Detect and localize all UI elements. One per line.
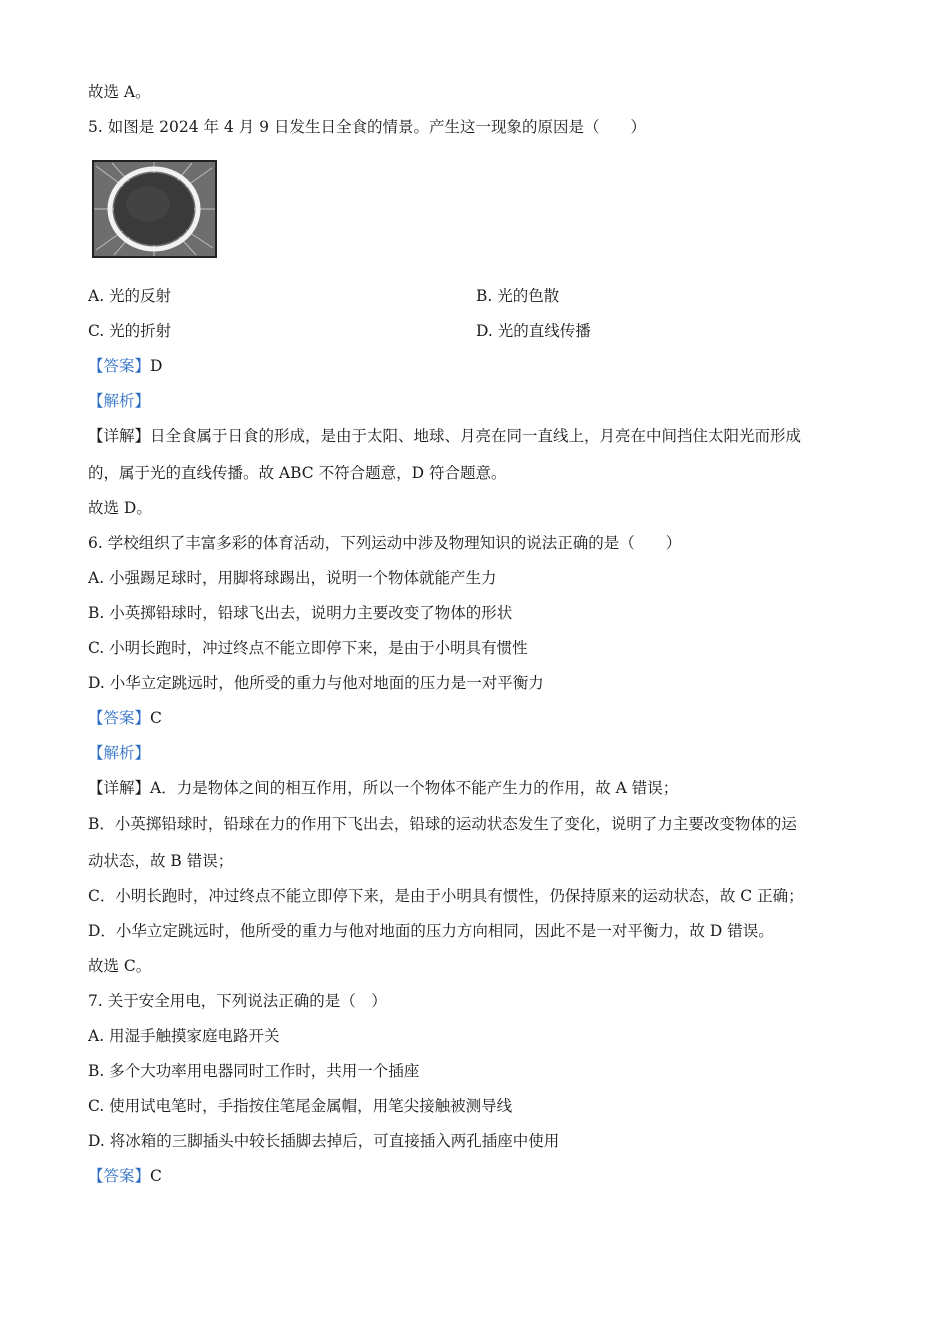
answer-value: C [150, 709, 162, 727]
detail-tag: 【详解】 [88, 779, 151, 797]
answer-tag: 【答案】 [88, 357, 151, 375]
q5-option-a: A. 光的反射 [88, 287, 172, 305]
answer-tag: 【答案】 [88, 1167, 151, 1185]
q6-option-b: B. 小英掷铅球时，铅球飞出去，说明力主要改变了物体的形状 [88, 604, 513, 622]
q7-answer [88, 1166, 162, 1186]
q6-option-a: A. 小强踢足球时，用脚将球踢出，说明一个物体就能产生力 [88, 569, 497, 587]
detail-text: A．力是物体之间的相互作用，所以一个物体不能产生力的作用，故 A 错误； [150, 779, 679, 797]
q6-analysis-tag: 【解析】 [88, 744, 151, 762]
q6-option-c: C. 小明长跑时，冲过终点不能立即停下来，是由于小明具有惯性 [88, 639, 528, 657]
q5-option-c: C. 光的折射 [88, 322, 172, 340]
q6-detail-d: D．小华立定跳远时，他所受的重力与他对地面的压力方向相同，因此不是一对平衡力，故 D 错误。 [88, 922, 774, 940]
q6-detail-c: C．小明长跑时，冲过终点不能立即停下来，是由于小明具有惯性，仍保持原来的运动状态，故 C 正确； [88, 887, 804, 905]
answer-tag: 【答案】 [88, 709, 151, 727]
q5-answer [88, 356, 162, 376]
detail-tag: 【详解】 [88, 427, 151, 445]
q6-option-d: D. 小华立定跳远时，他所受的重力与他对地面的压力是一对平衡力 [88, 674, 544, 692]
q6-detail-a [88, 778, 678, 798]
solar-eclipse-image [92, 160, 217, 258]
prev-conclusion: 故选 A。 [88, 83, 151, 101]
q5-conclusion: 故选 D。 [88, 499, 152, 517]
answer-value: C [150, 1167, 162, 1185]
q5-detail-line2: 的，属于光的直线传播。故 ABC 不符合题意，D 符合题意。 [88, 464, 507, 482]
q7-option-b: B. 多个大功率用电器同时工作时，共用一个插座 [88, 1062, 420, 1080]
q6-answer [88, 708, 162, 728]
q7-option-c: C. 使用试电笔时，手指按住笔尾金属帽，用笔尖接触被测导线 [88, 1097, 513, 1115]
q6-detail-b2: 动状态，故 B 错误； [88, 852, 234, 870]
q5-option-d: D. 光的直线传播 [476, 322, 591, 340]
q7-option-d: D. 将冰箱的三脚插头中较长插脚去掉后，可直接插入两孔插座中使用 [88, 1132, 560, 1150]
q6-detail-b1: B．小英掷铅球时，铅球在力的作用下飞出去，铅球的运动状态发生了变化，说明了力主要改变物体的运 [88, 815, 797, 833]
q6-stem: 6. 学校组织了丰富多彩的体育活动，下列运动中涉及物理知识的说法正确的是（ ） [88, 534, 682, 552]
q5-stem: 5. 如图是 2024 年 4 月 9 日发生日全食的情景。产生这一现象的原因是（ ） [88, 118, 646, 136]
q5-analysis-tag: 【解析】 [88, 392, 151, 410]
q5-detail-line1 [88, 426, 801, 446]
q5-option-b: B. 光的色散 [476, 287, 560, 305]
detail-text: 日全食属于日食的形成，是由于太阳、地球、月亮在同一直线上，月亮在中间挡住太阳光而形成 [150, 427, 802, 445]
answer-value: D [150, 357, 163, 375]
q7-option-a: A. 用湿手触摸家庭电路开关 [88, 1027, 280, 1045]
q7-stem: 7. 关于安全用电，下列说法正确的是（ ） [88, 992, 387, 1010]
q6-conclusion: 故选 C。 [88, 957, 152, 975]
